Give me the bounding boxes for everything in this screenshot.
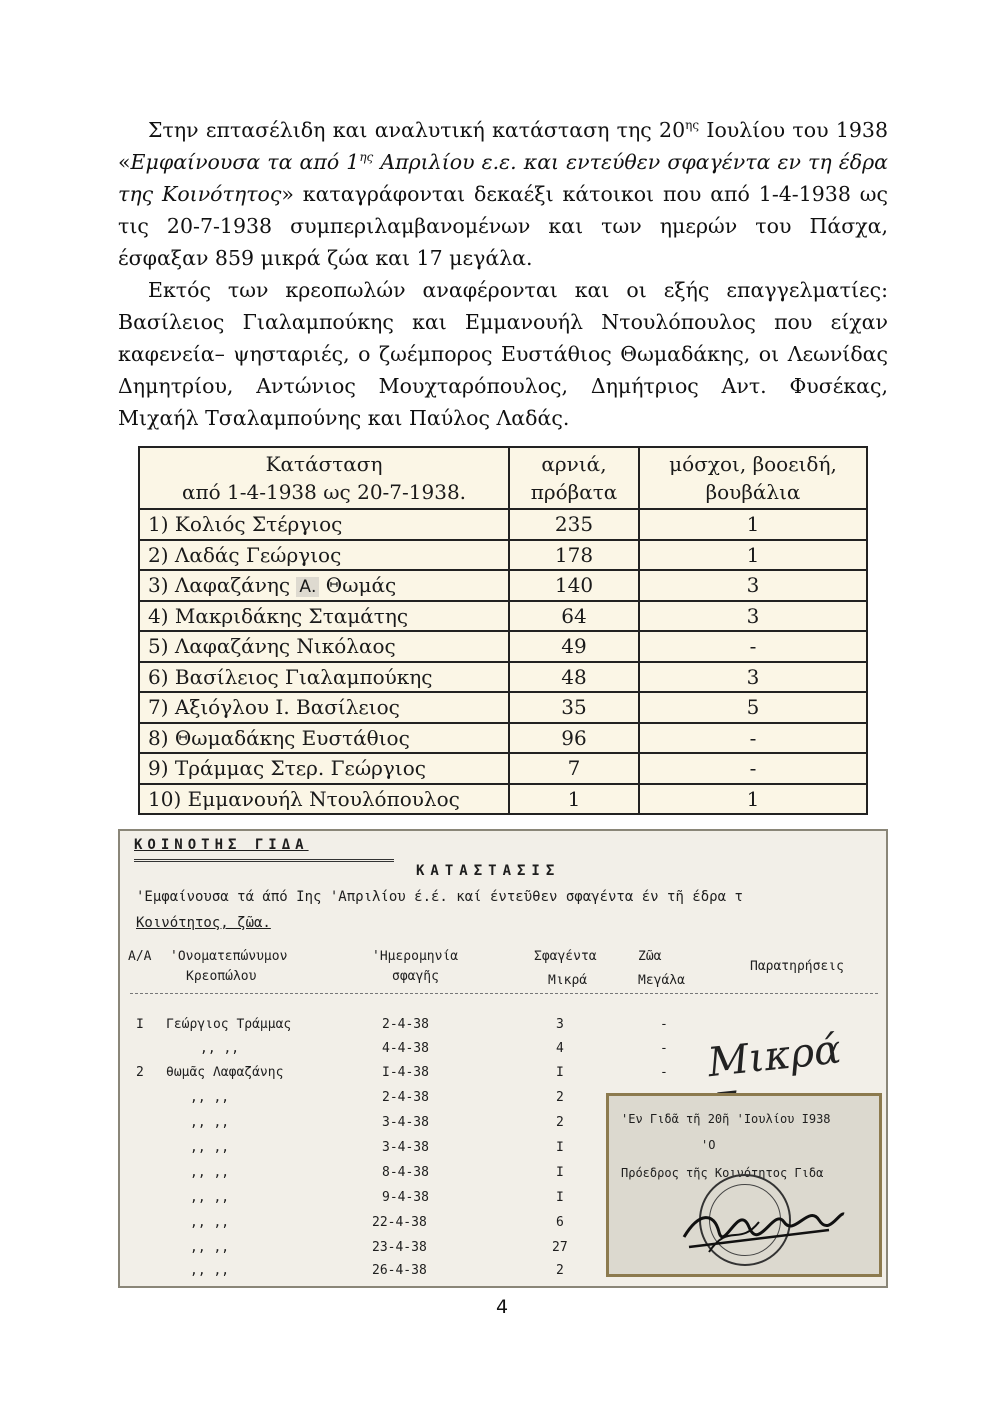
col-small: Σφαγέντα [534,949,597,964]
scan-status-title: ΚΑΤΑΣΤΑΣΙΣ [416,863,561,879]
table-row: 1) Κολιός Στέργιος 235 1 [139,509,867,540]
table-row: ,, ,, 3-4-38 Ι [190,1140,564,1155]
paragraph-2: Εκτός των κρεοπωλών αναφέρονται και οι εξής επαγγελματίες: Βασίλειος Γιαλαμπούκης και Εμμανουήλ Ντουλόπουλος που είχαν καφενεία– ψησταριές, ο ζωέμπορος Ευστάθιος Θωμαδάκης, οι Λεωνίδας Δημητρίου, Αντώνιος Μουχταρόπουλος, Δημήτριος Αντ. Φυσέκας, Μιχαήλ Τσαλαμπούνης και Παύλος Λαδάς. [118,278,888,430]
col-large: Ζῶα [638,949,662,964]
paragraph-1: Στην επτασέλιδη και αναλυτική κατάσταση της $20^{\eta\varsigma}$ Ιουλίου του 1938 «Εμφαίνουσα τα από $1^{\eta\varsigma}$ Απριλίου ε.ε. και εντεύθεν σφαγέντα εν τη έδρα της Κοινότητος» καταγράφονται δεκαέξι κάτοικοι που από 1-4-1938 ως τις 20-7-1938 συμπεριλαμβανομένων και των ημερών του Πάσχα, έσφαξαν 859 μικρά ζώα και 17 μεγάλα. [118,118,888,270]
table-row: 6) Βασίλειος Γιαλαμπούκης 48 3 [139,662,867,693]
table-row: 10) Εμμανουήλ Ντουλόπουλος 1 1 [139,784,867,815]
table-row: 3) Λαφαζάνης Α. Θωμάς 140 3 [139,570,867,601]
table-row: 9) Τράμμας Στερ. Γεώργιος 7 - [139,753,867,784]
stamp-box [606,1093,882,1277]
col-name: 'Ονοματεπώνυμον [170,949,288,964]
table-row: ,, ,, 23-4-38 27 [190,1240,568,1255]
handwritten-note: Μικρά [705,1026,844,1087]
table-row: ,, ,, 3-4-38 2 [190,1115,564,1130]
summary-header-row [139,447,867,509]
double-underline [134,859,394,862]
highlighted-initial: Α. [296,577,319,597]
header-separator [130,993,878,994]
scan-subtitle-2: Κοινότητος, ζῶα. [136,915,271,931]
table-row: ,, ,, 26-4-38 2 [190,1263,564,1278]
stamp-date: 'Εν Γιδᾶ τῆ 20ῆ 'Ιουλίου Ι938 [621,1112,831,1126]
summary-table [138,446,868,815]
table-row: 8) Θωμαδάκης Ευστάθιος 96 - [139,723,867,754]
signature-icon [679,1192,849,1262]
table-row: ,, ,, 9-4-38 Ι [190,1190,564,1205]
stamp-president: Πρόεδρος τῆς Κοινότητος Γιδα [621,1166,824,1180]
table-row: ,, ,, 8-4-38 Ι [190,1165,564,1180]
header-status: Κατάσταση από 1-4-1938 ως 20-7-1938. [139,447,509,509]
table-row: 2 θωμᾶς Λαφαζάνης Ι-4-38 Ι - [136,1065,668,1080]
header-cattle: μόσχοι, βοοειδή, βουβάλια [639,447,867,509]
quoted-title: Εμφαίνουσα τα από $1^{\eta\varsigma}$ Απριλίου ε.ε. και εντεύθεν σφαγέντα εν τη έδρα της Κοινότητος [118,150,888,206]
col-date: 'Ημερομηνία [372,949,459,964]
table-row: 5) Λαφαζάνης Νικόλαος 49 - [139,631,867,662]
scan-community-title: ΚΟΙΝΟΤΗΣ ΓΙΔΑ [134,837,309,853]
header-sheep: αρνιά, πρόβατα [509,447,639,509]
page-number: 4 [495,1296,509,1318]
body-text [118,114,888,434]
scanned-document: ΚΟΙΝΟΤΗΣ ΓΙΔΑ ΚΑΤΑΣΤΑΣΙΣ 'Εμφαίνουσα τά άπό Ιης 'Απριλίου έ.έ. καί έντεῦθεν σφαγέντα έν τῆ έδρα τ Κοινότητος, ζῶα. Α/Α 'Ονοματεπώνυμον Κρεοπώλου 'Ημερομηνία σφαγῆς Σφαγέντα Μικρά Ζῶα Μεγάλα Παρατηρήσεις Ι Γεώργιος Τράμμας 2-4-38 3 - ,, ,, 4-4-38 4 - 2 θωμᾶς Λαφαζάνης Ι-4-38 Ι - ,, ,, 2-4-38 2 ,, ,, 3-4-38 2 ,, ,, 3-4-38 Ι ,, ,, 8-4-38 Ι ,, ,, 9-4-38 Ι ,, ,, 22-4-38 6 ,, ,, 23-4-38 27 ,, ,, 26-4-38 2 Μικρά 'Εν Γιδᾶ τῆ 20ῆ 'Ιουλίου Ι938 'Ο Πρόεδρος τῆς Κοινότητος Γιδα [118,829,888,1288]
table-row: 7) Αξιόγλου Ι. Βασίλειος 35 5 [139,692,867,723]
table-row: ,, ,, 22-4-38 6 [190,1215,564,1230]
scan-subtitle: 'Εμφαίνουσα τά άπό Ιης 'Απριλίου έ.έ. καί έντεῦθεν σφαγέντα έν τῆ έδρα τ [136,889,743,905]
table-row: 4) Μακριδάκης Σταμάτης 64 3 [139,601,867,632]
col-aa: Α/Α [128,949,152,964]
stamp-article: 'Ο [701,1138,716,1152]
table-row: ,, ,, 2-4-38 2 [190,1090,564,1105]
col-notes: Παρατηρήσεις [750,959,844,974]
table-row: 2) Λαδάς Γεώργιος 178 1 [139,540,867,571]
table-row: ,, ,, 4-4-38 4 - [200,1041,668,1056]
table-row: Ι Γεώργιος Τράμμας 2-4-38 3 - [136,1017,668,1032]
